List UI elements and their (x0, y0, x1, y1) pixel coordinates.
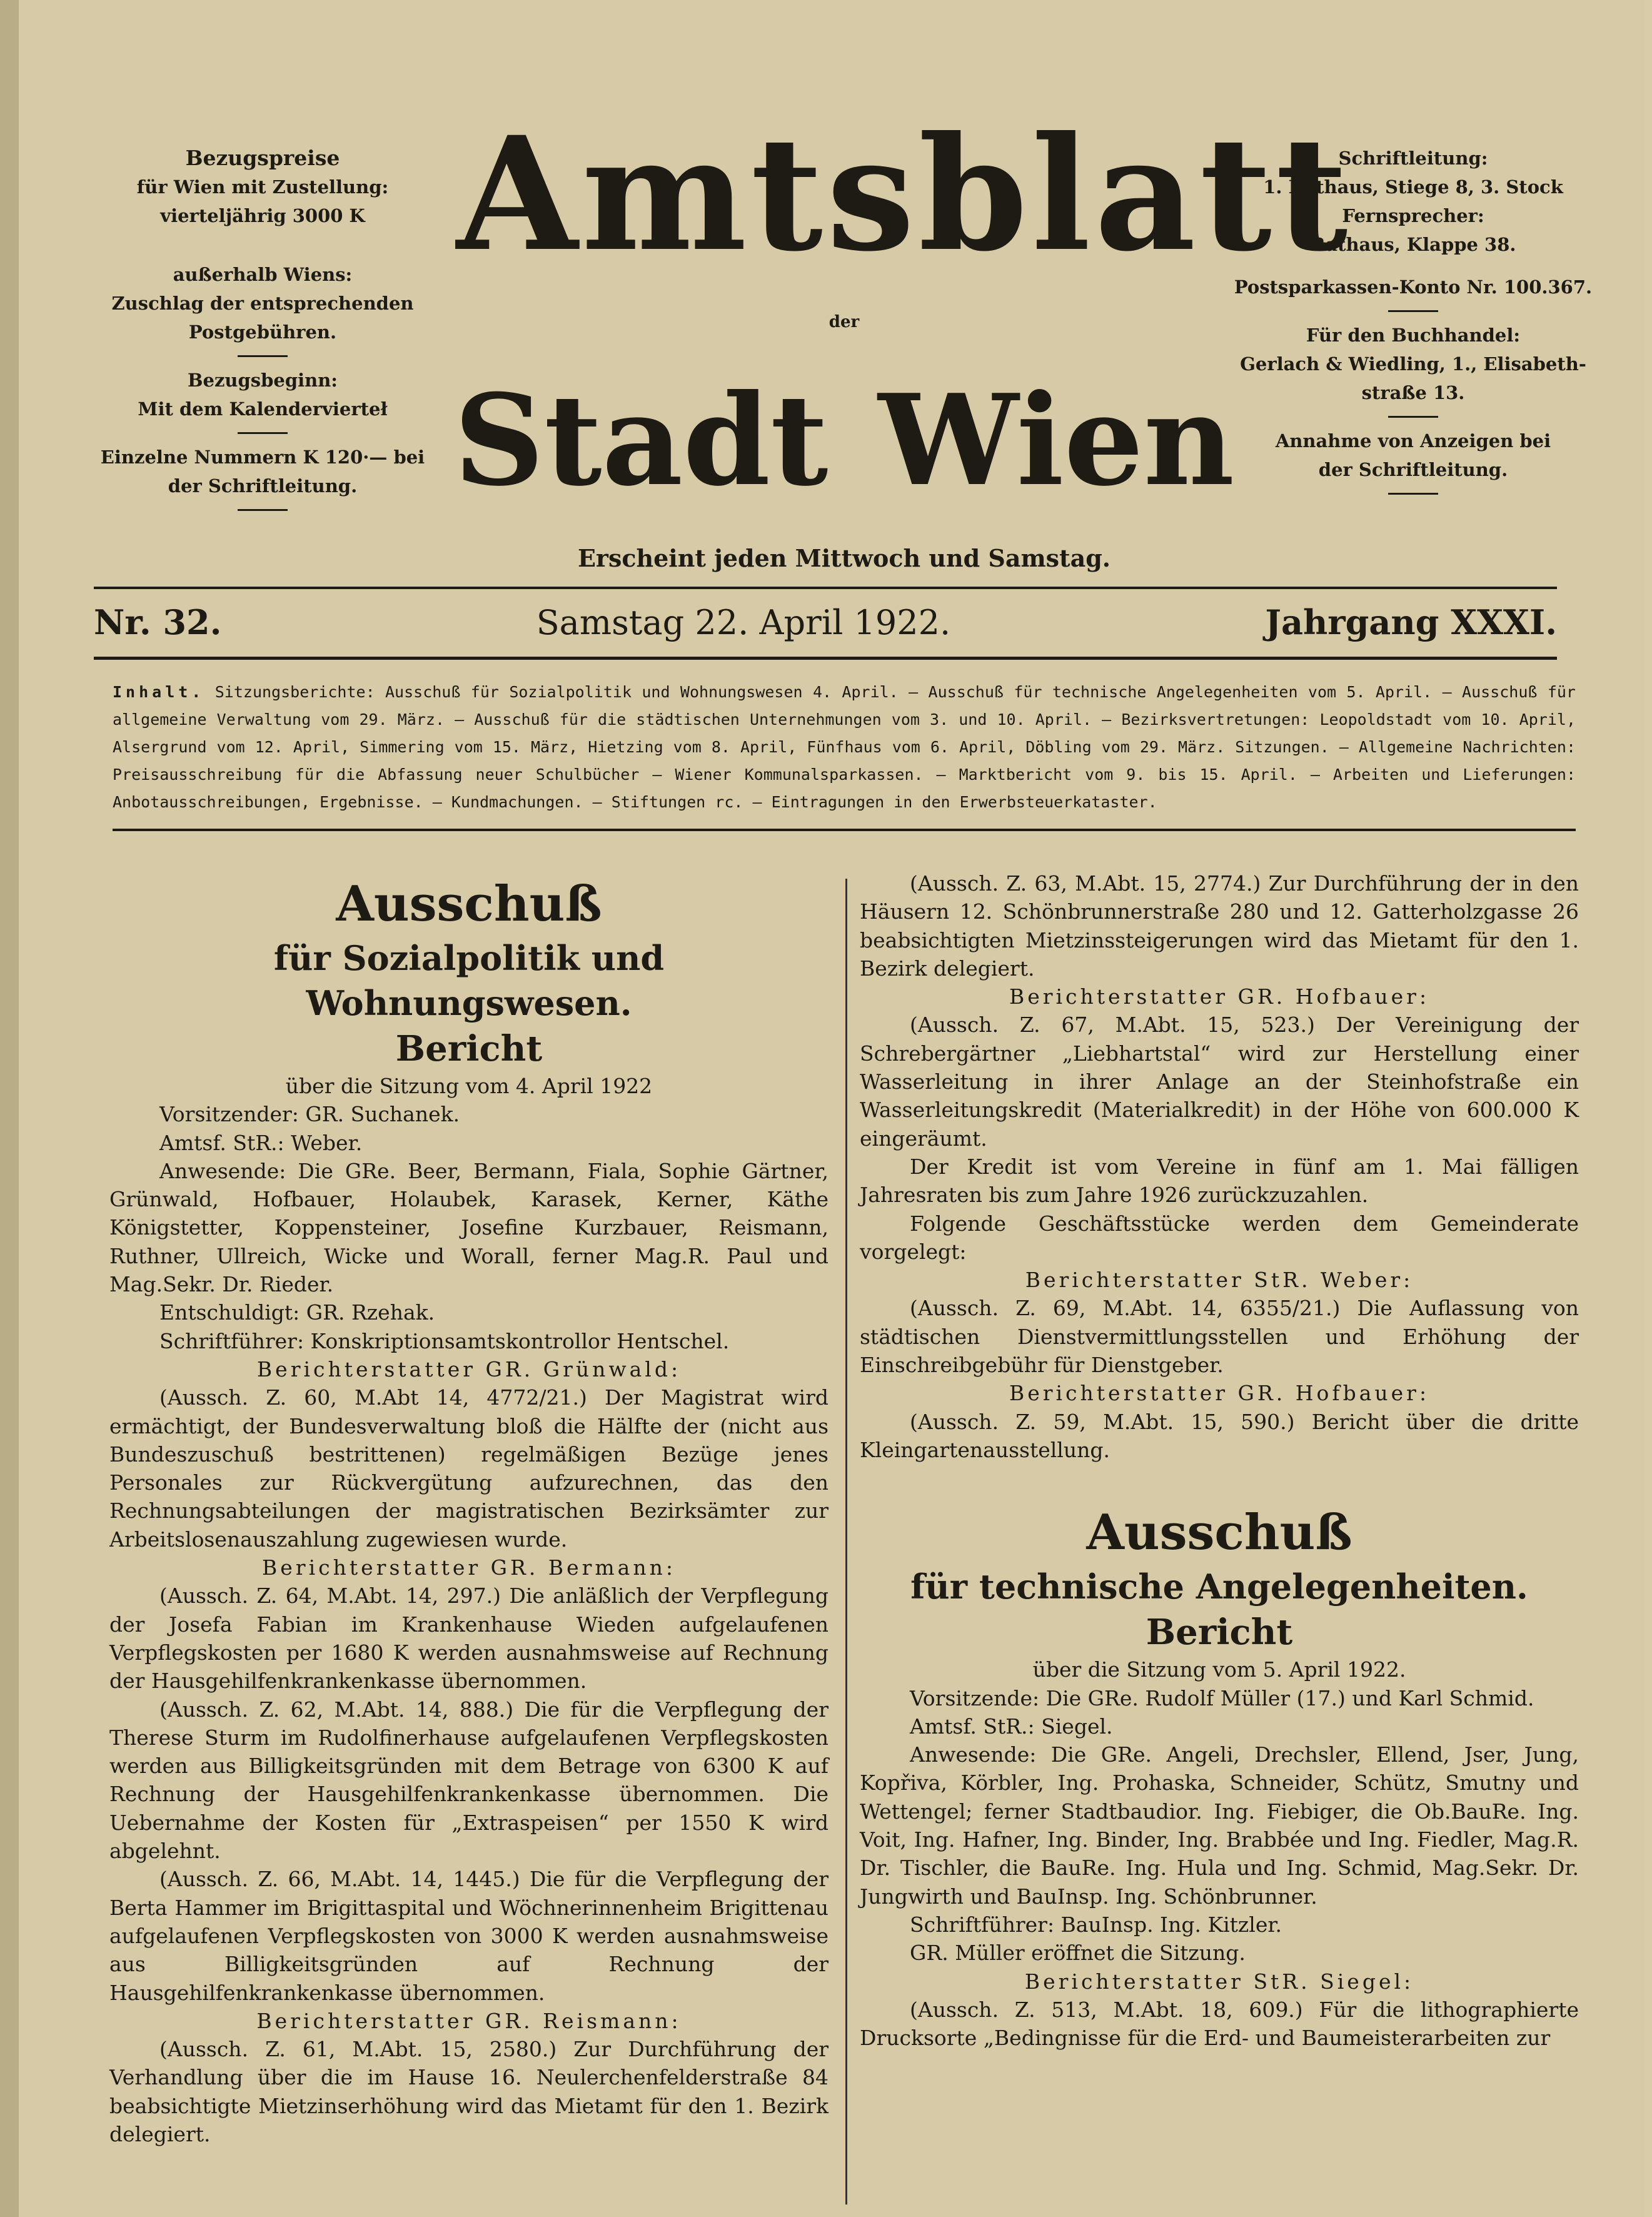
toc-rule (113, 829, 1576, 831)
paragraph: (Aussch. Z. 69, M.Abt. 14, 6355/21.) Die Auflassung von städtischen Dienstvermittlungsstellen und Erhöhung der Einschreibgebühr für Dienstgeber. (860, 1296, 1579, 1378)
spacer (81, 230, 444, 260)
session-date: über die Sitzung vom 4. April 1922 (285, 1074, 653, 1098)
section-subheading: für technische Angelegenheiten. (910, 1567, 1528, 1607)
title-stadt: Stadt (453, 367, 829, 514)
title-amtsblatt: Amtsblatt (456, 102, 1352, 286)
chairmen: Vorsitzende: Die GRe. Rudolf Müller (17.) und Karl Schmid. (910, 1685, 1534, 1710)
editorial-line: Gerlach & Wiedling, 1., Elisabeth- (1240, 353, 1586, 375)
paragraph: Folgende Geschäftsstücke werden dem Gemeinderate vorgelegt: (860, 1211, 1579, 1264)
short-rule (238, 432, 288, 434)
chairman: Vorsitzender: GR. Suchanek. (159, 1102, 460, 1127)
issue-volume: Jahrgang XXXI. (1265, 602, 1557, 642)
official: Amtsf. StR.: Siegel. (910, 1714, 1113, 1739)
paragraph: (Aussch. Z. 61, M.Abt. 15, 2580.) Zur Durchführung der Verhandlung über die im Hause 16. Neulerchenfelderstraße 84 beabsichtigte Mietzinserhöhung wird das Mietamt für den 1. Bezirk delegiert. (109, 2037, 829, 2146)
subscription-line: Postgebühren. (188, 321, 337, 343)
subscription-line: Mit dem Kalendervierteł (138, 398, 388, 420)
dateline (94, 597, 1557, 647)
short-rule (1388, 416, 1438, 418)
rapporteur: Berichterstatter GR. Bermann: (262, 1555, 676, 1580)
paragraph: (Aussch. Z. 60, M.Abt 14, 4772/21.) Der Magistrat wird ermächtigt, der Bundesverwaltung bloß die Hälfte der (nicht aus Bundeszuschuß bestrittenen) regelmäßigen Bezüge jenes Personales zur Rückvergütung aufzurechnen, das den Rechnungsabteilungen der magistratischen Bezirksämter zur Arbeitslosenauszahlung zugewiesen wurde. (109, 1385, 829, 1552)
short-rule (238, 355, 288, 357)
short-rule (1388, 493, 1438, 495)
rapporteur: Berichterstatter GR. Hofbauer: (1009, 984, 1430, 1009)
subscription-line: Bezugsbeginn: (187, 370, 338, 391)
toc-text: Sitzungsberichte: Ausschuß für Sozialpolitik und Wohnungswesen 4. April. — Ausschuß für technische Angelegenheiten vom 5. April. — Ausschuß für allgemeine Verwaltung vom 29. März. — Ausschuß für die städtischen Unternehmungen vom 3. und 10. April. — Bezirksvertretungen: Leopoldstadt vom 10. April, Alsergrund vom 12. April, Simmering vom 15. März, Hietzing vom 8. April, Fünfhaus vom 6. April, Döbling vom 29. März. Sitzungen. — Allgemeine Nachrichten: Preisausschreibung für die Abfassung neuer Schulbücher — Wiener Kommunalsparkassen. — Marktbericht vom 9. bis 15. April. — Arbeiten und Lieferungen: Anbotausschreibungen, Ergebnisse. — Kundmachungen. — Stiftungen rc. — Eintragungen in den Erwerbsteuerkataster. (113, 683, 1576, 811)
report-heading: Bericht (395, 1028, 543, 1069)
issue-date: Samstag 22. April 1922. (536, 602, 951, 642)
column-divider (845, 879, 847, 2204)
paragraph: (Aussch. Z. 63, M.Abt. 15, 2774.) Zur Durchführung der in den Häusern 12. Schönbrunnerstraße 280 und 12. Gatterholzgasse 26 beabsichtigten Mietzinssteigerungen wird das Mietamt für den 1. Bezirk delegiert. (860, 871, 1579, 981)
subscription-line: außerhalb Wiens: (173, 264, 353, 285)
table-of-contents (113, 679, 1576, 816)
subscription-line: der Schriftleitung. (168, 475, 358, 497)
masthead (19, 0, 1644, 572)
subscription-title: Bezugspreise (185, 146, 340, 170)
paragraph: (Aussch. Z. 67, M.Abt. 15, 523.) Der Vereinigung der Schrebergärtner „Liebhartstal“ wird zur Herstellung einer Wasserleitung in ihrer Anlage an der Steinhofstraße ein Wasserleitungskredit (Materialkredit) in der Höhe von 600.000 K eingeräumt. (860, 1013, 1579, 1151)
excused: Entschuldigt: GR. Rzehak. (159, 1300, 435, 1325)
paragraph: (Aussch. Z. 62, M.Abt. 14, 888.) Die für die Verpflegung der Therese Sturm im Rudolfinerhause aufgelaufenen Verpflegskosten werden aus Billigkeitsgründen mit dem Betrage von 6300 K auf Rechnung der Hausgehilfenkrankenkasse übernommen. Die Uebernahme der Kosten für „Extraspeisen“ per 1550 K wird abgelehnt. (109, 1697, 829, 1864)
editorial-line: Für den Buchhandel: (1306, 325, 1521, 346)
subscription-line: vierteljährig 3000 K (160, 205, 365, 226)
title-der: der (829, 313, 860, 331)
paragraph: (Aussch. Z. 64, M.Abt. 14, 297.) Die anläßlich der Verpflegung der Josefa Fabian im Krankenhause Wieden aufgelaufenen Verpflegskosten per 1680 K werden ausnahmsweise auf Rechnung der Hausgehilfenkrankenkasse übernommen. (109, 1583, 829, 1694)
official: Amtsf. StR.: Weber. (159, 1130, 363, 1155)
subscription-info (81, 144, 444, 520)
section-subheading: für Sozialpolitik und Wohnungswesen. (273, 938, 665, 1023)
subscription-line: Einzelne Nummern K 120·— bei (100, 447, 425, 468)
editorial-line: Postsparkassen-Konto Nr. 100.367. (1234, 276, 1593, 298)
newspaper-page (19, 0, 1644, 2217)
session-date: über die Sitzung vom 5. April 1922. (1032, 1657, 1406, 1682)
section-heading: Ausschuß (1086, 1504, 1352, 1562)
paragraph: (Aussch. Z. 66, M.Abt. 14, 1445.) Die für die Verpflegung der Berta Hammer im Brigittaspital und Wöchnerinnenheim Brigittenau aufgelaufenen Verpflegskosten von 3000 K werden ausnahmsweise aus Billigkeitsgründen auf Rechnung der Hausgehilfenkrankenkasse übernommen. (109, 1867, 829, 2005)
rapporteur: Berichterstatter GR. Reismann: (256, 2008, 682, 2033)
right-column (860, 869, 1579, 2052)
rapporteur: Berichterstatter GR. Grünwald: (256, 1356, 682, 1381)
rapporteur: Berichterstatter StR. Weber: (1025, 1268, 1414, 1293)
editorial-line: der Schriftleitung. (1318, 459, 1508, 480)
rapporteur: Berichterstatter StR. Siegel: (1024, 1969, 1414, 1994)
editorial-line: Rathaus, Klappe 38. (1310, 234, 1516, 255)
section-heading: Ausschuß (336, 876, 602, 932)
subscription-line: für Wien mit Zustellung: (136, 176, 389, 198)
editorial-info (1232, 144, 1594, 503)
editorial-line: Schriftleitung: (1338, 148, 1488, 169)
secretary: Schriftführer: BauInsp. Ing. Kitzler. (910, 1912, 1282, 1937)
editorial-line: Annahme von Anzeigen bei (1275, 430, 1551, 452)
attendees: Anwesende: Die GRe. Beer, Bermann, Fiala, Sophie Gärtner, Grünwald, Hofbauer, Holaubek, Karasek, Kerner, Käthe Königstetter, Koppensteiner, Josefine Kurzbauer, Reismann, Ruthner, Ullreich, Wicke und Worall, ferner Mag.R. Paul und Mag.Sekr. Dr. Rieder. (109, 1158, 829, 1297)
secretary: Schriftführer: Konskriptionsamtskontrollor Hentschel. (159, 1328, 730, 1353)
attendees: Anwesende: Die GRe. Angeli, Drechsler, Ellend, Jser, Jung, Kopřiva, Körbler, Ing. Prohaska, Schneider, Schütz, Smutny und Wettengel; ferner Stadtbaudior. Ing. Fiebiger, die Ob.BauRe. Ing. Voit, Ing. Hafner, Ing. Binder, Ing. Brabbée und Ing. Fiedler, Mag.R. Dr. Tischler, die BauRe. Ing. Hula und Ing. Schmid, Mag.Sekr. Dr. Jungwirth und BauInsp. Ing. Schönbrunner. (860, 1742, 1579, 1909)
paragraph: Der Kredit ist vom Vereine in fünf am 1. Mai fälligen Jahresraten bis zum Jahre 1926 zurückzuzahlen. (860, 1154, 1579, 1208)
editorial-line: straße 13. (1361, 382, 1465, 403)
session-opened: GR. Müller eröffnet die Sitzung. (910, 1941, 1246, 1966)
editorial-line: 1. Rathaus, Stiege 8, 3. Stock (1263, 176, 1563, 198)
paragraph: (Aussch. Z. 59, M.Abt. 15, 590.) Bericht über die dritte Kleingartenausstellung. (860, 1409, 1579, 1462)
title-wien: Wien (878, 367, 1235, 514)
paragraph: (Aussch. Z. 513, M.Abt. 18, 609.) Für die lithographierte Drucksorte „Bedingnisse für die Erd- und Baumeisterarbeiten zur (860, 1997, 1579, 2051)
title-stadt-wien (453, 350, 1235, 532)
left-column (109, 869, 829, 2148)
report-heading: Bericht (1146, 1612, 1293, 1654)
rapporteur: Berichterstatter GR. Hofbauer: (1009, 1381, 1430, 1406)
dateline-rule (94, 657, 1557, 660)
spacer (1232, 259, 1594, 273)
short-rule (1388, 310, 1438, 312)
issue-number: Nr. 32. (94, 602, 222, 642)
page-spine-edge (0, 0, 20, 2217)
short-rule (238, 509, 288, 511)
masthead-rule (94, 587, 1557, 589)
subscription-line: Zuschlag der entsprechenden (111, 293, 414, 314)
publication-schedule: Erscheint jeden Mittwoch und Samstag. (577, 544, 1111, 572)
toc-label: Inhalt. (113, 683, 205, 701)
editorial-line: Fernsprecher: (1342, 205, 1484, 226)
